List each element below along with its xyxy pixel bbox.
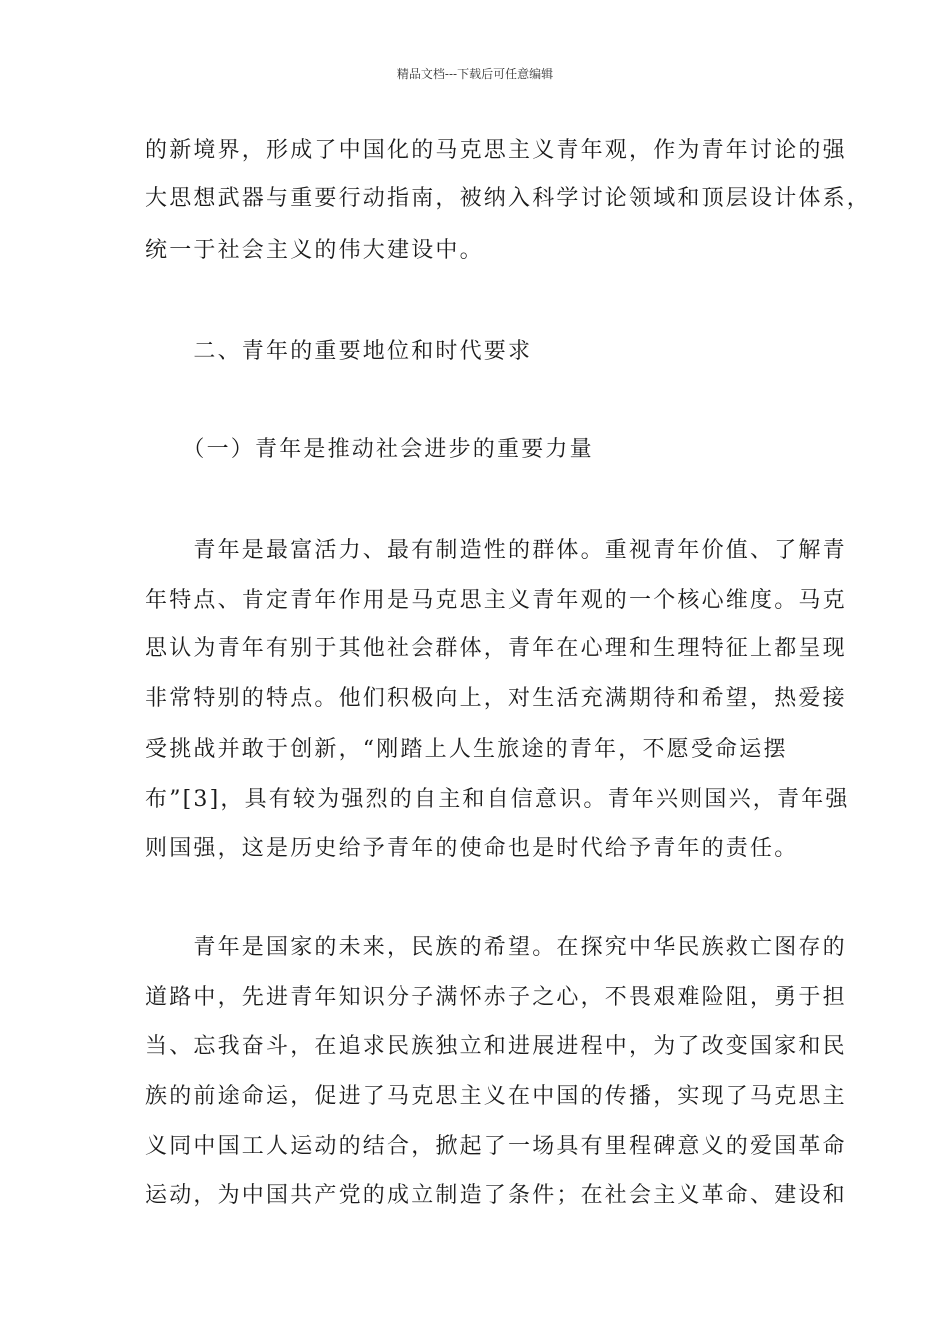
paragraph-line: 青年是国家的未来，民族的希望。在探究中华民族救亡图存的 xyxy=(145,935,847,960)
paragraph-line: 非常特别的特点。他们积极向上，对生活充满期待和希望，热爱接 xyxy=(145,686,847,711)
paragraph-line: 统一于社会主义的伟大建设中。 xyxy=(145,238,484,263)
paragraph-line: 族的前途命运，促进了马克思主义在中国的传播，实现了马克思主 xyxy=(145,1084,847,1109)
subsection-heading: （一）青年是推动社会进步的重要力量 xyxy=(145,437,594,462)
section-heading: 二、青年的重要地位和时代要求 xyxy=(145,339,533,364)
paragraph-line: 大思想武器与重要行动指南，被纳入科学讨论领域和顶层设计体系， xyxy=(145,186,872,211)
paragraph-line: 年特点、肯定青年作用是马克思主义青年观的一个核心维度。马克 xyxy=(145,588,847,613)
paragraph-line: 则国强，这是历史给予青年的使命也是时代给予青年的责任。 xyxy=(145,836,799,861)
paragraph-line: 运动，为中国共产党的成立制造了条件；在社会主义革命、建设和 xyxy=(145,1183,847,1208)
page-header: 精品文档---下载后可任意编辑 xyxy=(396,67,554,81)
paragraph-line: 布”[3]，具有较为强烈的自主和自信意识。青年兴则国兴，青年强 xyxy=(145,787,850,812)
paragraph-line: 思认为青年有别于其他社会群体，青年在心理和生理特征上都呈现 xyxy=(145,636,847,661)
paragraph-line: 青年是最富活力、最有制造性的群体。重视青年价值、了解青 xyxy=(145,538,847,563)
paragraph-line: 义同中国工人运动的结合，掀起了一场具有里程碑意义的爱国革命 xyxy=(145,1134,847,1159)
paragraph-line: 受挑战并敢于创新，“刚踏上人生旅途的青年，不愿受命运摆 xyxy=(145,737,788,762)
paragraph-line: 当、忘我奋斗，在追求民族独立和进展进程中，为了改变国家和民 xyxy=(145,1034,847,1059)
paragraph-line: 的新境界，形成了中国化的马克思主义青年观，作为青年讨论的强 xyxy=(145,138,847,163)
paragraph-line: 道路中，先进青年知识分子满怀赤子之心，不畏艰难险阻，勇于担 xyxy=(145,985,847,1010)
